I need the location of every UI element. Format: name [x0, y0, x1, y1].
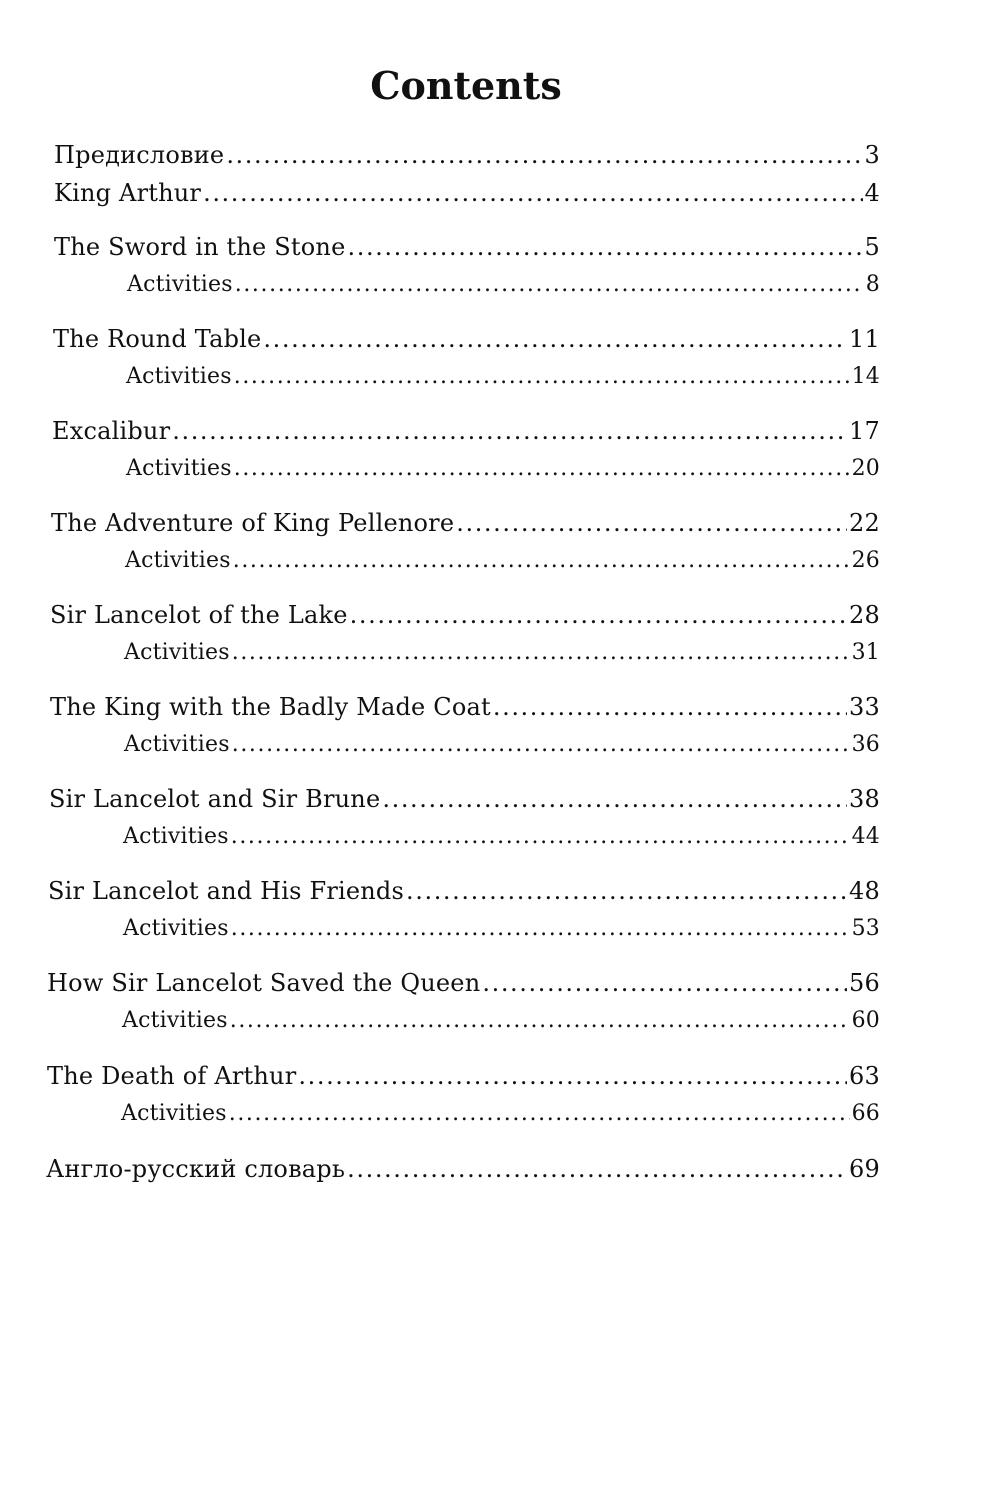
- dot-leader: [234, 362, 850, 392]
- toc-entry-page: 63: [849, 1062, 880, 1090]
- toc-entry[interactable]: [48, 872, 880, 906]
- dot-leader: [232, 638, 850, 668]
- toc-subentry[interactable]: [123, 818, 880, 852]
- dot-leader: [348, 232, 863, 262]
- toc-subentry[interactable]: [127, 266, 880, 300]
- dot-leader: [229, 1099, 850, 1129]
- toc-subentry-page: 8: [865, 272, 880, 297]
- toc-entry-title: Предисловие: [54, 141, 225, 169]
- dot-leader: [230, 1006, 850, 1036]
- toc-entry[interactable]: [52, 412, 880, 446]
- toc-entry[interactable]: [47, 964, 880, 998]
- toc-entry-title: The Adventure of King Pellenore: [51, 509, 455, 537]
- dot-leader: [203, 178, 862, 208]
- toc-subentry-page: 31: [851, 640, 880, 665]
- toc-entry-page: 3: [864, 141, 880, 169]
- toc-subentry-title: Activities: [126, 456, 232, 481]
- toc-subentry[interactable]: [125, 542, 880, 576]
- toc-subentry-page: 66: [851, 1101, 880, 1126]
- toc-entry[interactable]: [47, 1057, 880, 1091]
- toc-subentry-page: 53: [851, 916, 880, 941]
- toc-entry-page: 28: [849, 601, 880, 629]
- toc-subentry-title: Activities: [126, 364, 232, 389]
- toc-subentry-title: Activities: [122, 1008, 228, 1033]
- toc-entry[interactable]: [50, 688, 880, 722]
- toc-subentry[interactable]: [126, 450, 880, 484]
- toc-subentry[interactable]: [124, 634, 880, 668]
- toc-entry-title: The Death of Arthur: [47, 1062, 297, 1090]
- dot-leader: [231, 914, 850, 944]
- toc-subentry-title: Activities: [127, 272, 233, 297]
- dot-leader: [172, 416, 847, 446]
- dot-leader: [493, 692, 847, 722]
- dot-leader: [298, 1061, 847, 1091]
- toc-subentry-title: Activities: [123, 916, 229, 941]
- toc-subentry-page: 36: [851, 732, 880, 757]
- toc-entry-page: 38: [849, 785, 880, 813]
- toc-subentry-title: Activities: [125, 548, 231, 573]
- toc-entry-page: 22: [849, 509, 880, 537]
- toc-entry-title: Sir Lancelot of the Lake: [50, 601, 348, 629]
- toc-subentry[interactable]: [124, 726, 880, 760]
- toc-entry-page: 4: [864, 179, 880, 207]
- dot-leader: [456, 508, 847, 538]
- page-title: Contents: [370, 63, 562, 108]
- toc-entry-page: 69: [849, 1155, 880, 1183]
- toc-subentry-title: Activities: [121, 1101, 227, 1126]
- toc-entry[interactable]: [53, 320, 880, 354]
- toc-subentry-page: 20: [851, 456, 880, 481]
- dot-leader: [234, 454, 850, 484]
- toc-subentry[interactable]: [126, 358, 880, 392]
- toc-entry[interactable]: [54, 136, 880, 170]
- toc-entry[interactable]: [49, 780, 880, 814]
- toc-entry-page: 11: [849, 325, 880, 353]
- toc-entry-page: 48: [849, 877, 880, 905]
- toc-subentry-page: 14: [851, 364, 880, 389]
- toc-subentry-page: 26: [851, 548, 880, 573]
- toc-entry-title: Sir Lancelot and Sir Brune: [49, 785, 381, 813]
- toc-entry-title: The King with the Badly Made Coat: [50, 693, 491, 721]
- toc-subentry-title: Activities: [124, 640, 230, 665]
- toc-entry-page: 5: [864, 233, 880, 261]
- toc-entry-page: 17: [849, 417, 880, 445]
- toc-subentry[interactable]: [121, 1095, 880, 1129]
- dot-leader: [233, 546, 850, 576]
- toc-subentry[interactable]: [122, 1002, 880, 1036]
- toc-subentry-page: 60: [851, 1008, 880, 1033]
- toc-subentry-page: 44: [851, 824, 880, 849]
- dot-leader: [232, 730, 850, 760]
- dot-leader: [226, 140, 862, 170]
- toc-entry-title: Англо-русский словарь: [46, 1155, 346, 1183]
- toc-entry-title: The Round Table: [53, 325, 262, 353]
- toc-entry-title: King Arthur: [54, 179, 202, 207]
- toc-entry-title: Sir Lancelot and His Friends: [48, 877, 405, 905]
- dot-leader: [382, 784, 847, 814]
- dot-leader: [350, 600, 847, 630]
- toc-entry[interactable]: [54, 174, 880, 208]
- toc-entry-title: How Sir Lancelot Saved the Queen: [47, 969, 481, 997]
- dot-leader: [263, 324, 847, 354]
- toc-subentry-title: Activities: [123, 824, 229, 849]
- toc-subentry[interactable]: [123, 910, 880, 944]
- dot-leader: [231, 822, 850, 852]
- dot-leader: [347, 1154, 847, 1184]
- toc-entry[interactable]: [54, 228, 880, 262]
- toc-entry[interactable]: [46, 1150, 880, 1184]
- toc-entry-title: The Sword in the Stone: [54, 233, 346, 261]
- dot-leader: [482, 968, 847, 998]
- toc-entry-page: 33: [849, 693, 880, 721]
- dot-leader: [406, 876, 847, 906]
- dot-leader: [235, 270, 864, 300]
- toc-entry[interactable]: [51, 504, 880, 538]
- toc-entry[interactable]: [50, 596, 880, 630]
- toc-entry-title: Excalibur: [52, 417, 171, 445]
- toc-subentry-title: Activities: [124, 732, 230, 757]
- toc-entry-page: 56: [849, 969, 880, 997]
